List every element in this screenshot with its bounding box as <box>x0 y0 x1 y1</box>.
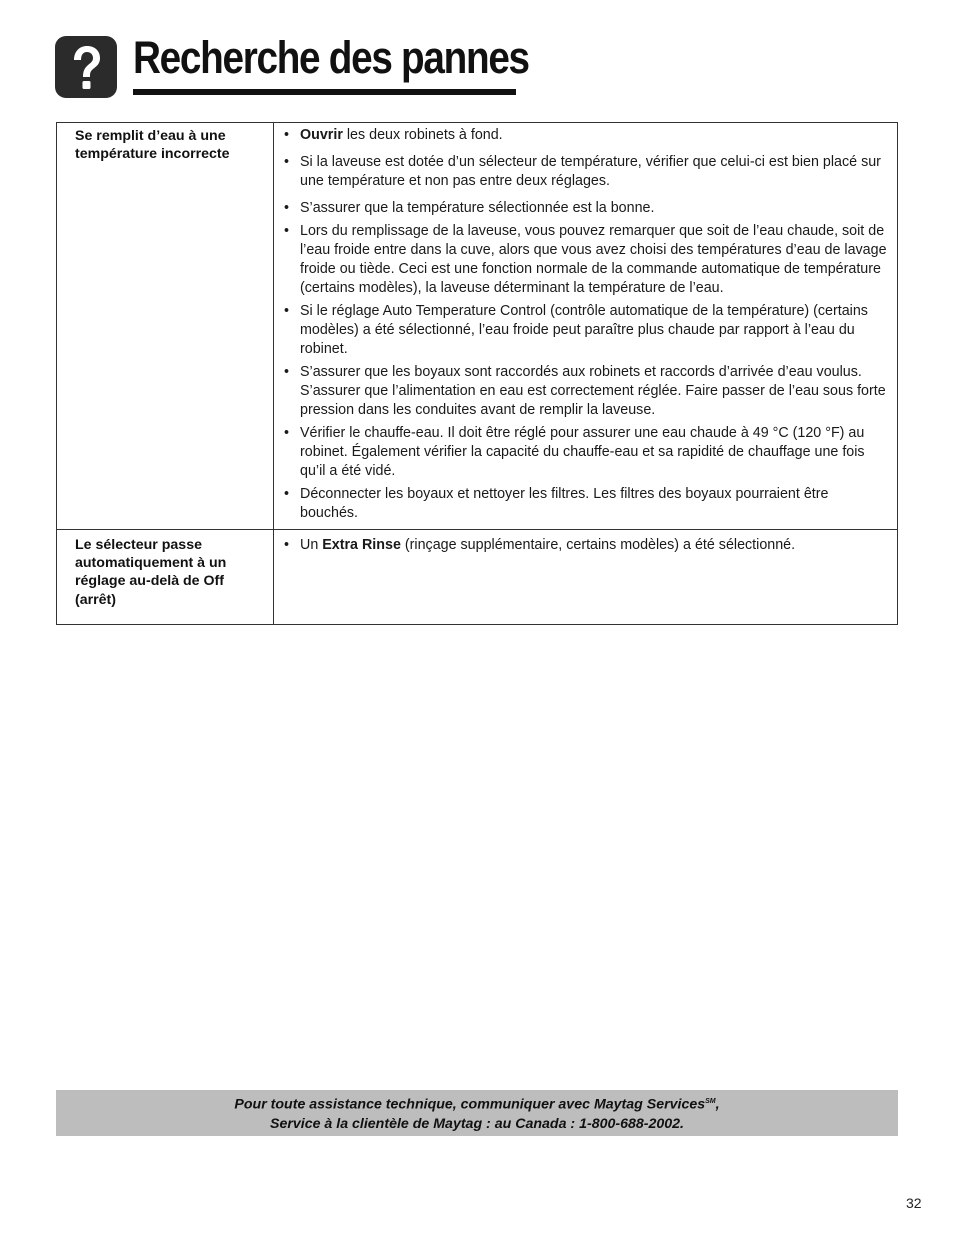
solution-item: • Déconnecter les boyaux et nettoyer les filtres. Les filtres des boyaux pourraient être bouchés. <box>284 485 889 523</box>
footer-line-1: Pour toute assistance technique, communiquer avec Maytag Services℠, <box>234 1096 720 1113</box>
solution-item: • Un Extra Rinse (rinçage supplémentaire, certains modèles) a été sélectionné. <box>284 536 889 555</box>
solutions-cell <box>274 123 898 530</box>
solution-item: • Si le réglage Auto Temperature Control (contrôle automatique de la température) (certains modèles) a été sélectionné, l’eau froide peut paraître plus chaude par rapport à l’eau du robinet. <box>284 302 889 359</box>
solution-item: • Vérifier le chauffe-eau. Il doit être réglé pour assurer une eau chaude à 49 °C (120 °F) au robinet. Également vérifier la capacité du chauffe-eau et sa rapidité de chauffage une fois qu’il a été vidé. <box>284 424 889 481</box>
solution-item: • S’assurer que la température sélectionnée est la bonne. <box>284 199 889 218</box>
solution-item: • S’assurer que les boyaux sont raccordés aux robinets et raccords d’arrivée d’eau voulus. S’assurer que l’alimentation en eau est correctement réglée. Faire passer de l’eau sous forte pression dans les conduites avant de remplir la laveuse. <box>284 363 889 420</box>
solution-list <box>284 536 889 555</box>
title-underline <box>133 89 516 95</box>
footer-line-2: Service à la clientèle de Maytag : au Canada : 1-800-688-2002. <box>269 1115 684 1132</box>
solution-item: • Lors du remplissage de la laveuse, vous pouvez remarquer que soit de l’eau chaude, soit de l’eau froide entre dans la cuve, alors que vous avez choisi des températures d’eau de lavage froide ou tiède. Ceci est une fonction normale de la commande automatique de température (certains modèles), la laveuse déterminant la température de l’eau. <box>284 222 889 298</box>
service-mark: SM <box>705 1098 716 1105</box>
problem-cell: Le sélecteur passe automatiquement à un réglage au-delà de Off (arrêt) <box>57 530 274 625</box>
solutions-cell <box>274 530 898 625</box>
question-mark-icon <box>55 36 117 98</box>
solution-list <box>284 126 889 523</box>
page-title: Recherche des pannes <box>133 32 529 83</box>
table-row <box>57 123 898 530</box>
troubleshooting-table <box>56 122 898 625</box>
page-number: 32 <box>906 1195 922 1211</box>
problem-cell: Se remplit d’eau à une température incorrecte <box>57 123 274 530</box>
table-row <box>57 530 898 625</box>
solution-item: • Si la laveuse est dotée d’un sélecteur de température, vérifier que celui-ci est bien placé sur une température et non pas entre deux réglages. <box>284 153 889 191</box>
solution-item: • Ouvrir les deux robinets à fond. <box>284 126 889 145</box>
footer-assistance-banner <box>56 1090 898 1136</box>
brand-name: Maytag Services <box>593 1096 706 1113</box>
